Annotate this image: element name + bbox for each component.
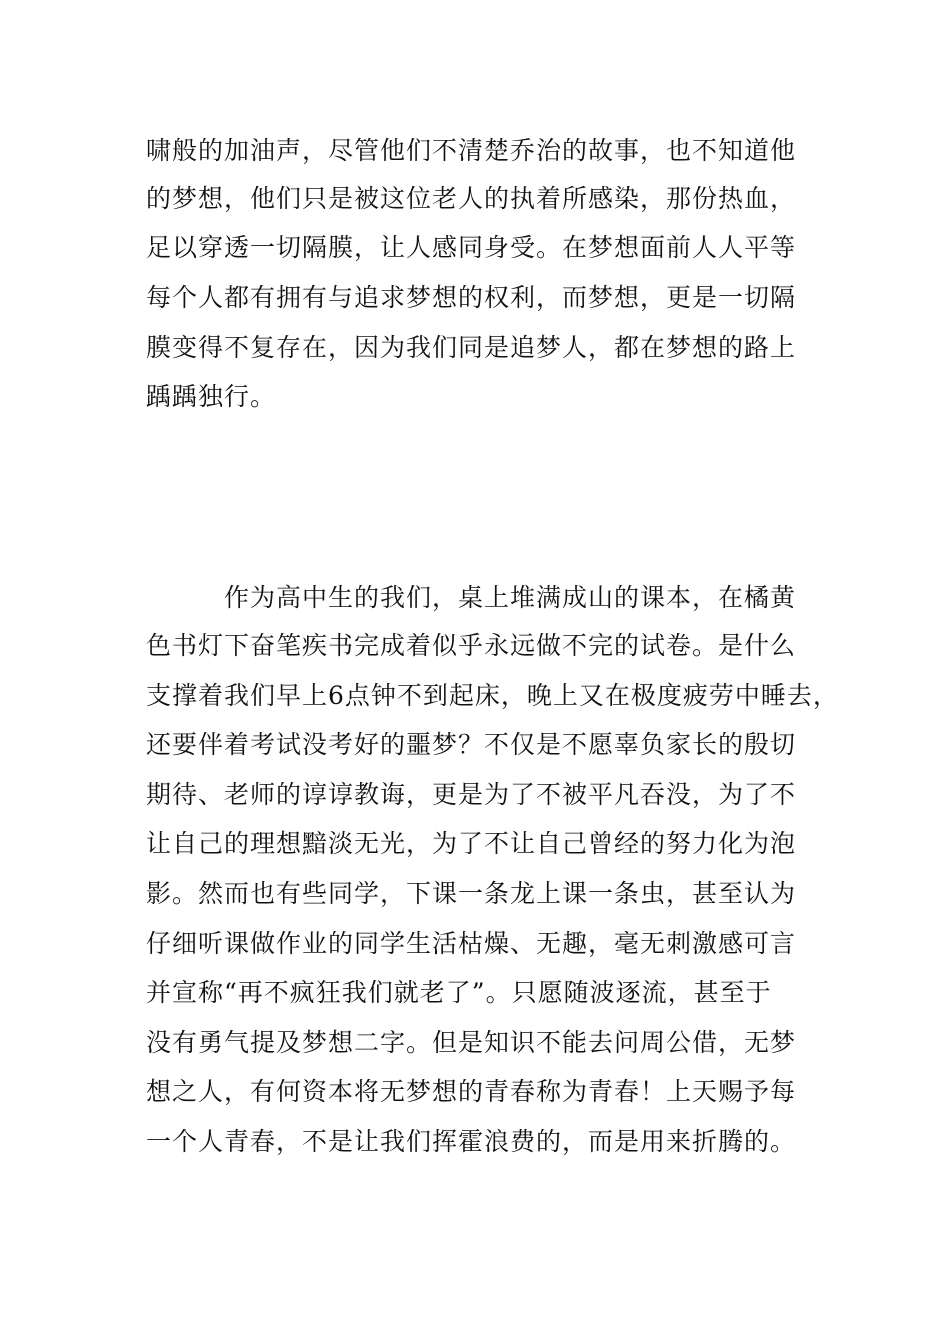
paragraph-2-line-10: 没有勇气提及梦想二字。但是知识不能去问周公借，无梦 <box>146 1028 797 1057</box>
paragraph-2-line-12: 一个人青春，不是让我们挥霍浪费的，而是用来折腾的。 <box>146 1127 797 1156</box>
paragraph-2-line-11: 想之人，有何资本将无梦想的青春称为青春！上天赐予每 <box>146 1077 797 1106</box>
paragraph-2-line-4: 还要伴着考试没考好的噩梦？不仅是不愿辜负家长的殷切 <box>146 730 797 759</box>
paragraph-1-line-6: 踽踽独行。 <box>146 382 277 411</box>
paragraph-1-line-2: 的梦想，他们只是被这位老人的执着所感染，那份热血， <box>146 184 797 213</box>
paragraph-2-line-5: 期待、老师的谆谆教诲，更是为了不被平凡吞没，为了不 <box>146 780 797 809</box>
paragraph-2-line-3: 支撑着我们早上6点钟不到起床，晚上又在极度疲劳中睡去， <box>146 681 839 710</box>
paragraph-2-line-9: 并宣称“再不疯狂我们就老了”。只愿随波逐流，甚至于 <box>146 978 772 1007</box>
paragraph-1-line-3: 足以穿透一切隔膜，让人感同身受。在梦想面前人人平等 <box>146 233 797 262</box>
paragraph-1-line-5: 膜变得不复存在，因为我们同是追梦人，都在梦想的路上 <box>146 333 797 362</box>
paragraph-2-line-8: 仔细听课做作业的同学生活枯燥、无趣，毫无刺激感可言 <box>146 929 797 958</box>
paragraph-2-line-2: 色书灯下奋笔疾书完成着似乎永远做不完的试卷。是什么 <box>146 631 797 660</box>
paragraph-2-line-7: 影。然而也有些同学，下课一条龙上课一条虫，甚至认为 <box>146 879 797 908</box>
paragraph-1-line-4: 每个人都有拥有与追求梦想的权利，而梦想，更是一切隔 <box>146 283 797 312</box>
paragraph-2-line-6: 让自己的理想黯淡无光，为了不让自己曾经的努力化为泡 <box>146 829 797 858</box>
paragraph-2-line-1: 作为高中生的我们，桌上堆满成山的课本，在橘黄 <box>146 583 797 612</box>
paragraph-1-line-1: 啸般的加油声，尽管他们不清楚乔治的故事，也不知道他 <box>146 136 797 165</box>
